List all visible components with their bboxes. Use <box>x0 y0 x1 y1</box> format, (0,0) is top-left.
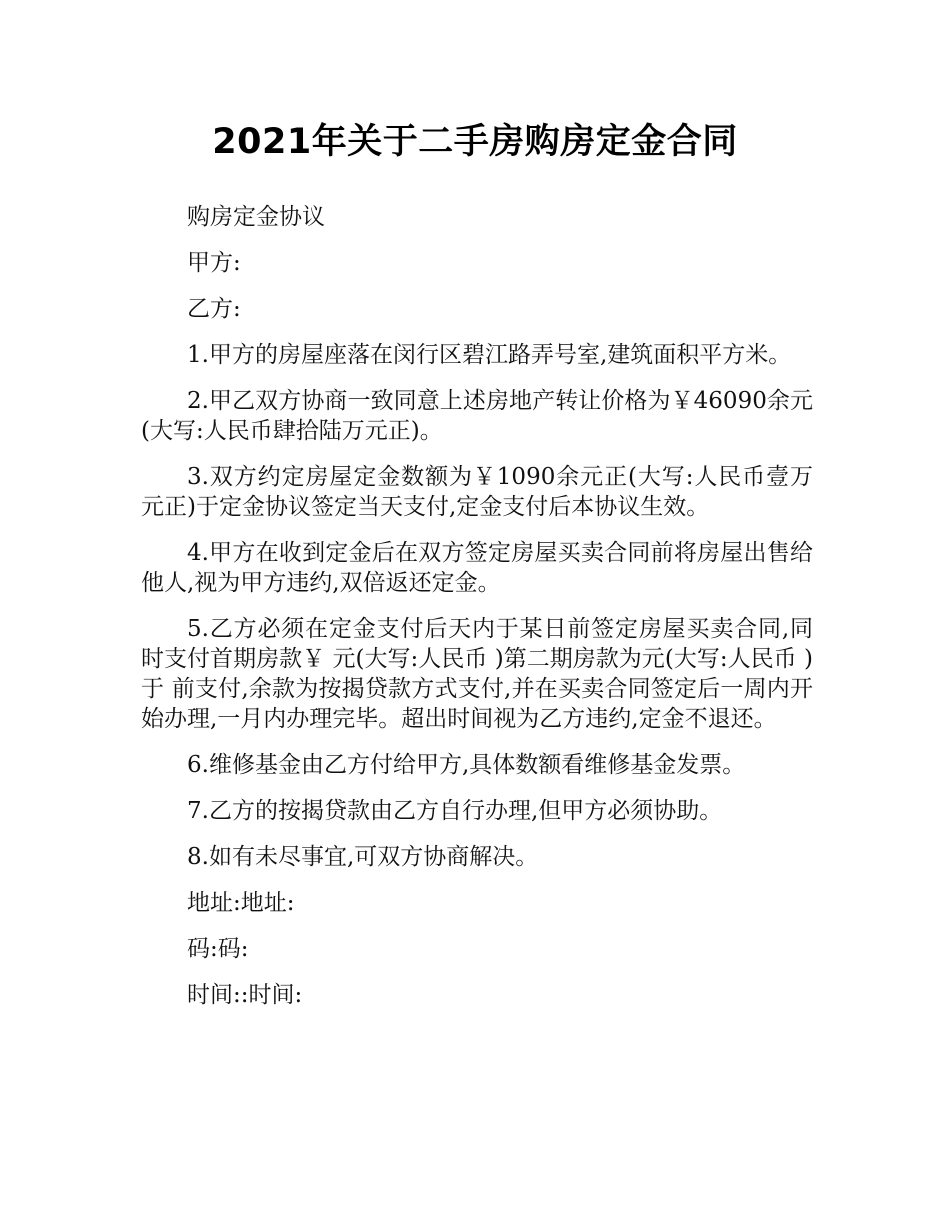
code-line: 码:码: <box>187 936 249 962</box>
document-body <box>141 202 813 1026</box>
clause-1: 1.甲方的房屋座落在闵行区碧江路弄号室,建筑面积平方米。 <box>187 342 792 368</box>
clause-6: 6.维修基金由乙方付给甲方,具体数额看维修基金发票。 <box>187 752 746 778</box>
document-title: 2021年关于二手房购房定金合同 <box>212 122 738 162</box>
party-b-line: 乙方: <box>187 296 241 322</box>
address-line: 地址:地址: <box>187 890 295 916</box>
clause-2: 2.甲乙双方协商一致同意上述房地产转让价格为￥46090余元(大写:人民币肆拾陆万元正)。 <box>141 388 813 444</box>
clause-7: 7.乙方的按揭贷款由乙方自行办理,但甲方必须协助。 <box>187 798 723 824</box>
clause-8: 8.如有未尽事宜,可双方协商解决。 <box>187 844 539 870</box>
agreement-heading: 购房定金协议 <box>187 204 325 230</box>
time-line: 时间::时间: <box>187 982 303 1008</box>
clause-5: 5.乙方必须在定金支付后天内于某日前签定房屋买卖合同,同时支付首期房款￥ 元(大写:人民币 )第二期房款为元(大写:人民币 )于 前支付,余款为按揭贷款方式支付,并在买卖合同签定后一周内开始办理,一月内办理完毕。超出时间视为乙方违约,定金不退还。 <box>141 616 813 732</box>
party-a-line: 甲方: <box>187 250 241 276</box>
clause-3: 3.双方约定房屋定金数额为￥1090余元正(大写:人民币壹万元正)于定金协议签定当天支付,定金支付后本协议生效。 <box>141 464 813 520</box>
clause-4: 4.甲方在收到定金后在双方签定房屋买卖合同前将房屋出售给他人,视为甲方违约,双倍返还定金。 <box>141 540 813 596</box>
